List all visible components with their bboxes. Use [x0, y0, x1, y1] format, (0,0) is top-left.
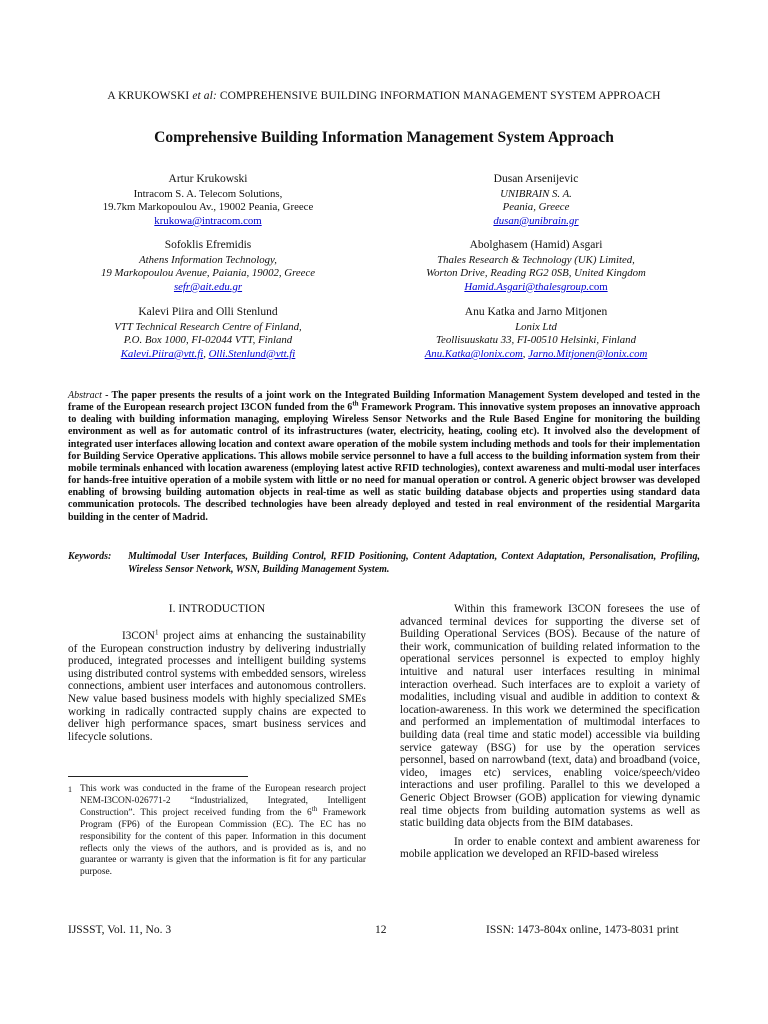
author-address: Peania, Greece: [502, 201, 570, 214]
left-column-text: [68, 630, 366, 743]
author-address: 19.7km Markopoulou Av., 19002 Peania, Greece: [102, 201, 314, 214]
email-separator: ,: [522, 347, 529, 360]
author-email-link-tld[interactable]: com: [589, 280, 608, 293]
author-name: Abolghasem (Hamid) Asgari: [469, 239, 603, 251]
author-block-4: [386, 239, 686, 294]
footer-page-number: 12: [375, 924, 387, 936]
footnote-text: This work was conducted in the frame of the European research project NEM-I3CON-026771-2 “Industrialized, Integrated, Intelligent Construction”. This project received funding from the 6: [80, 784, 366, 818]
footnote-ref: 1: [154, 628, 159, 637]
running-head-title: COMPREHENSIVE BUILDING INFORMATION MANAGEMENT SYSTEM APPROACH: [219, 90, 661, 102]
author-name: Artur Krukowski: [168, 173, 248, 185]
intro-text: I3CON: [122, 630, 155, 642]
author-email-link[interactable]: Anu.Katka@lonix.com: [424, 347, 523, 360]
running-head: [0, 90, 768, 102]
abstract-dash: -: [101, 390, 112, 401]
author-address: Teollisuuskatu 33, FI-00510 Helsinki, Finland: [436, 334, 636, 347]
author-affiliation: Athens Information Technology,: [139, 254, 277, 267]
author-email-link[interactable]: Kalevi.Piira@vtt.fi: [120, 347, 204, 360]
author-affiliation: Intracom S. A. Telecom Solutions,: [133, 188, 283, 201]
author-emails: [386, 348, 686, 361]
author-emails: [386, 281, 686, 294]
footnote: [68, 784, 366, 879]
author-block-3: [58, 239, 358, 294]
author-email-link[interactable]: sefr@ait.edu.gr: [173, 280, 243, 293]
author-name: Kalevi Piira and Olli Stenlund: [138, 306, 278, 318]
author-email-link[interactable]: Olli.Stenlund@vtt.fi: [208, 347, 296, 360]
keywords-label: Keywords:: [68, 551, 112, 562]
author-email-link[interactable]: Hamid.Asgari@thalesgroup.: [464, 280, 590, 293]
author-name: Dusan Arsenijevic: [493, 173, 579, 185]
author-email-link[interactable]: dusan@unibrain.gr: [493, 214, 579, 227]
author-block-2: [386, 173, 686, 228]
author-affiliation: Lonix Ltd: [515, 321, 557, 334]
author-block-1: [58, 173, 358, 228]
author-block-5: [58, 306, 358, 361]
abstract: [68, 390, 700, 524]
author-affiliation: VTT Technical Research Centre of Finland,: [114, 321, 302, 334]
author-address: Worton Drive, Reading RG2 0SB, United Kingdom: [426, 267, 646, 280]
author-affiliation: UNIBRAIN S. A.: [500, 188, 572, 201]
author-email-link[interactable]: Jarno.Mitjonen@lonix.com: [528, 347, 648, 360]
author-block-6: [386, 306, 686, 361]
footer-journal: IJSSST, Vol. 11, No. 3: [68, 924, 172, 936]
paper-title: Comprehensive Building Information Management System Approach: [154, 129, 614, 146]
abstract-label: Abstract: [68, 390, 102, 401]
abstract-text: The paper presents the results of a joint work on the Integrated Building Information Management System developed and tested in the frame of the European research project I3CON funded from the 6: [68, 390, 700, 414]
footer-issn: ISSN: 1473-804x online, 1473-8031 print: [486, 924, 679, 936]
section-heading: I. INTRODUCTION: [168, 603, 266, 615]
author-emails: [58, 348, 358, 361]
footnote-body: [80, 784, 366, 879]
intro-paragraph: [68, 630, 366, 743]
footnote-mark: 1: [68, 785, 72, 794]
keywords: [68, 550, 700, 576]
footnote-text-cont: Framework Program (FP6) of the European Commission (EC). The EC has no responsibility for the content of this paper. Information in this document reflects only the views of the authors, and is provided as is, and no guarantee or warranty is given that the information is fit for any particular purpose.: [80, 807, 366, 878]
author-affiliation: Thales Research & Technology (UK) Limited,: [437, 254, 635, 267]
body-paragraph-1: Within this framework I3CON foresees the use of advanced terminal devices for supporting the diverse set of Building Operational Services (BOS). Because of the nature of their work, communication of building related information to the operational services personnel is expected to employ highly intuitive and natural user interfaces resulting in minimal interaction overhead. Such interfaces are to exploit a variety of modalities, including visual and audible in addition to context & location-awareness. In this work we determined the specification and performed an implementation of multimodal interfaces to building data (real time and static model) accessible via building service gateway (BSG) for use by the operation services personnel, based on narrowband (text, data) and broadband (voice, video, images etc) services, enabling voice/speech/video interactions and user profiling. Parallel to this we developed a Generic Object Browser (GOB) application for viewing dynamic real time objects from building automation systems as well as static building data objects from the BIM databases.: [400, 603, 700, 830]
email-separator: ,: [203, 347, 209, 360]
author-address: P.O. Box 1000, FI-02044 VTT, Finland: [123, 334, 293, 347]
footnote-superscript: th: [311, 804, 318, 813]
abstract-text-cont: Framework Program. This innovative system proposes an innovative approach to dealing with building information managing, employing Wireless Sensor Networks and the Rule Based Engine for monitoring the building environment as well as for automatic control of its infrastructures (water, electricity, heating, cooling etc). It involved also the development of integrated user interfaces allowing location and context aware operation of the mobile system including methods and tools for their implementation for Building Service Operative applications. This allows mobile service personnel to have a full access to the building information system from their mobile terminals enhanced with location awareness (employing latest active RFID technologies), context awareness and multi-modal user interfaces for hands-free intuitive operation of a mobile system with little or no need for manual operation or control. A generic object browser was developed enabling of browsing building automation objects in real-time as well as static building database objects and properties using standard data communication protocols. The described technologies have been already deployed and tested in real environment of the residential Margarita building in the center of Madrid.: [68, 402, 701, 523]
author-email-link[interactable]: krukowa@intracom.com: [154, 214, 262, 227]
author-name: Sofoklis Efremidis: [164, 239, 252, 251]
body-paragraph-2: In order to enable context and ambient awareness for mobile application we developed an RFID-based wireless: [400, 835, 700, 861]
running-head-author: A KRUKOWSKI: [107, 90, 190, 102]
running-head-etal: et al:: [192, 90, 217, 102]
author-address: 19 Markopoulou Avenue, Paiania, 19002, Greece: [100, 267, 316, 280]
footnote-rule: [68, 776, 248, 777]
author-name: Anu Katka and Jarno Mitjonen: [464, 306, 608, 318]
intro-text-cont: project aims at enhancing the sustainability of the European construction industry by delivering industrially produced, integrated processes and intelligent building systems using distributed control systems with embedded sensors, wireless connections, ambient user interfaces and autonomous controllers. New value based business models with highly specialized SMEs working in radically contracted supply chains are expected to deliver high performance spaces, smart business services and lifecycle solutions.: [68, 630, 366, 743]
right-column-text: [400, 603, 700, 861]
keywords-text: Multimodal User Interfaces, Building Control, RFID Positioning, Content Adaptation, Context Adaptation, Personalisation, Profiling, Wireless Sensor Network, WSN, Building Management System.: [128, 551, 700, 575]
abstract-superscript: th: [352, 399, 359, 408]
